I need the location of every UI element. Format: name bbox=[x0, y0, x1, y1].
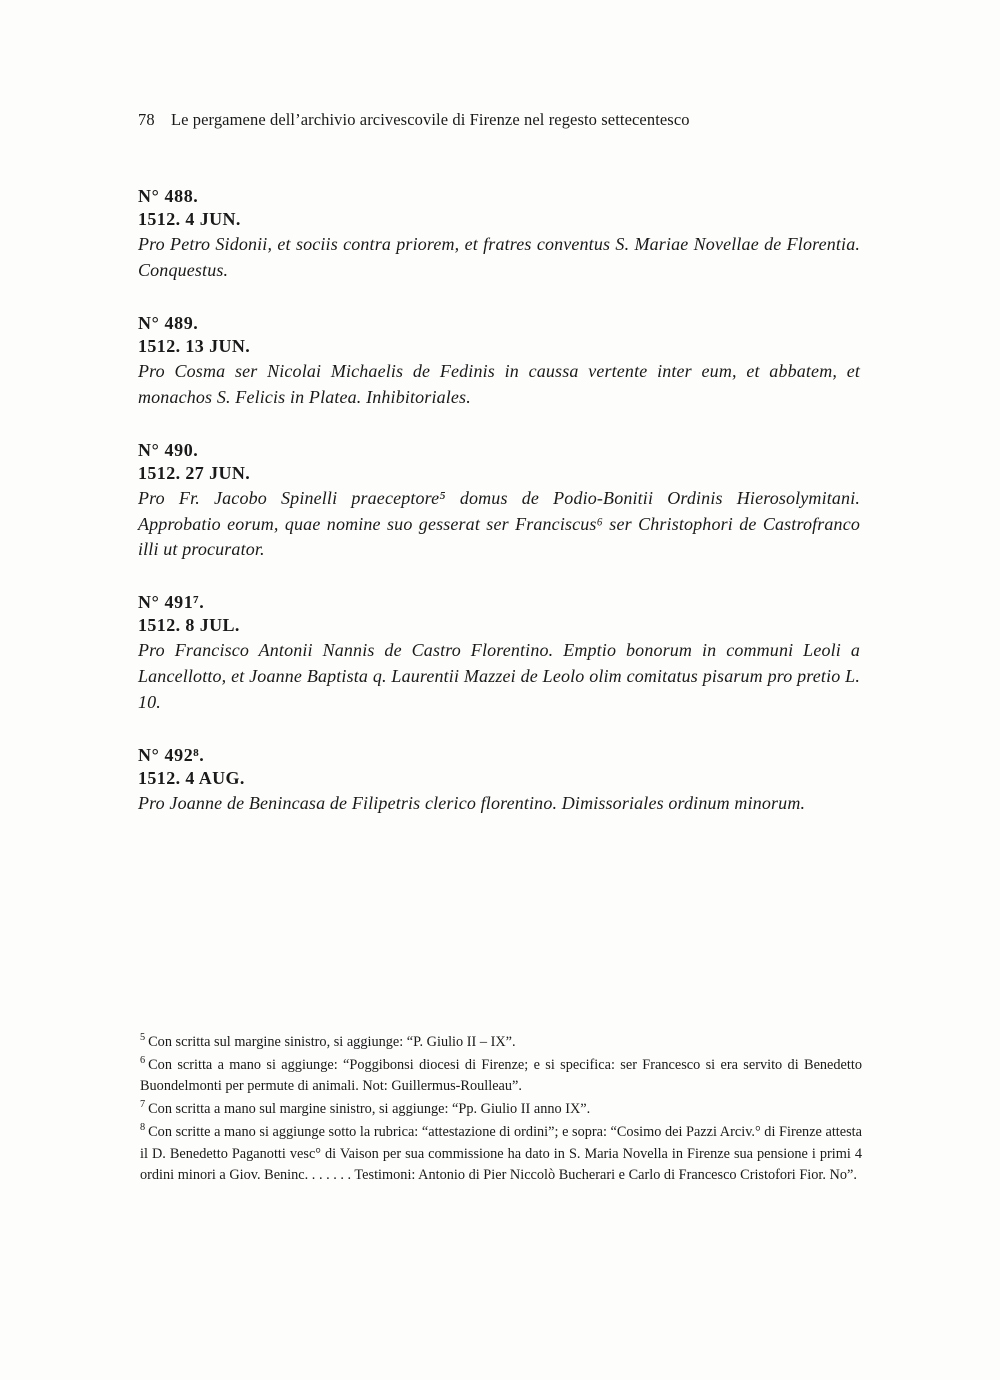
page-number: 78 bbox=[138, 110, 155, 129]
footnote bbox=[140, 1099, 862, 1121]
entry-date: 1512. 8 JUL. bbox=[138, 615, 240, 636]
entry-489 bbox=[138, 313, 860, 411]
footnote bbox=[140, 1055, 862, 1098]
entry-number: N° 488. bbox=[138, 186, 199, 206]
entry-491 bbox=[138, 592, 860, 716]
running-head bbox=[138, 110, 860, 130]
entry-number: N° 490. bbox=[138, 439, 199, 460]
entry-body: Pro Cosma ser Nicolai Michaelis de Fedinis in caussa vertente inter eum, et abbatem, et monachos S. Felicis in Platea. Inhibitoriales. bbox=[138, 360, 860, 407]
running-title: Le pergamene dell’archivio arcivescovile di Firenze nel regesto settecentesco bbox=[170, 110, 690, 129]
entry-body: Pro Fr. Jacobo Spinelli praeceptore⁵ domus de Podio-Bonitii Ordinis Hierosolymitani. Approbatio eorum, quae nomine suo gesserat ser Franciscus⁶ ser Christophori de Castrofranco illi ut procurator. bbox=[138, 487, 860, 560]
entry-490 bbox=[138, 440, 860, 564]
footnote bbox=[140, 1032, 862, 1054]
footnote-text: Con scritta a mano si aggiunge: “Poggibonsi diocesi di Firenze; e si specifica: ser Francesco si era servito di Benedetto Buondelmonti per permute di animali. Not: Guillermus-Roulleau”. bbox=[140, 1056, 862, 1095]
footnote-text: Con scritta sul margine sinistro, si aggiunge: “P. Giulio II – IX”. bbox=[148, 1034, 516, 1050]
entry-date: 1512. 4 JUN. bbox=[138, 209, 241, 229]
entry-number: N° 489. bbox=[138, 312, 199, 333]
entry-492 bbox=[138, 745, 860, 817]
page-content bbox=[138, 110, 860, 846]
entry-date: 1512. 4 AUG. bbox=[138, 768, 245, 789]
entry-body: Pro Joanne de Benincasa de Filipetris clerico florentino. Dimissoriales ordinum minorum. bbox=[138, 793, 806, 814]
entry-488 bbox=[138, 186, 860, 284]
footnote-text: Con scritte a mano si aggiunge sotto la rubrica: “attestazione di ordini”; e sopra: “Cosimo dei Pazzi Arciv.° di Firenze attesta il D. Benedetto Paganotti vesc° di Vaison per sua commissione ha dato in S. Maria Novella in Firenze sua pensione i primi 4 ordini minori a Giov. Beninc. . . . . . . Testimoni: Antonio di Pier Niccolò Bucherari e Carlo di Francesco Cristofori Fior. No”. bbox=[140, 1123, 862, 1184]
footnotes bbox=[140, 1032, 862, 1188]
entry-body: Pro Francisco Antonii Nannis de Castro Florentino. Emptio bonorum in communi Leoli a Lancellotto, et Joanne Baptista q. Laurentii Mazzei de Leolo olim comitatus pisarum pro pretio L. 10. bbox=[138, 640, 860, 713]
footnote bbox=[140, 1122, 862, 1187]
entry-date: 1512. 13 JUN. bbox=[138, 335, 251, 356]
footnote-marker: 5 bbox=[140, 1032, 146, 1044]
entry-number: N° 492⁸. bbox=[138, 745, 205, 766]
entry-number: N° 491⁷. bbox=[138, 592, 205, 613]
footnote-marker: 8 bbox=[140, 1122, 146, 1134]
footnote-marker: 7 bbox=[140, 1099, 146, 1111]
footnote-marker: 6 bbox=[140, 1054, 146, 1066]
entry-date: 1512. 27 JUN. bbox=[138, 462, 251, 483]
entry-body: Pro Petro Sidonii, et sociis contra priorem, et fratres conventus S. Mariae Novellae de Florentia. Conquestus. bbox=[138, 234, 860, 280]
footnote-text: Con scritta a mano sul margine sinistro, si aggiunge: “Pp. Giulio II anno IX”. bbox=[148, 1101, 591, 1118]
